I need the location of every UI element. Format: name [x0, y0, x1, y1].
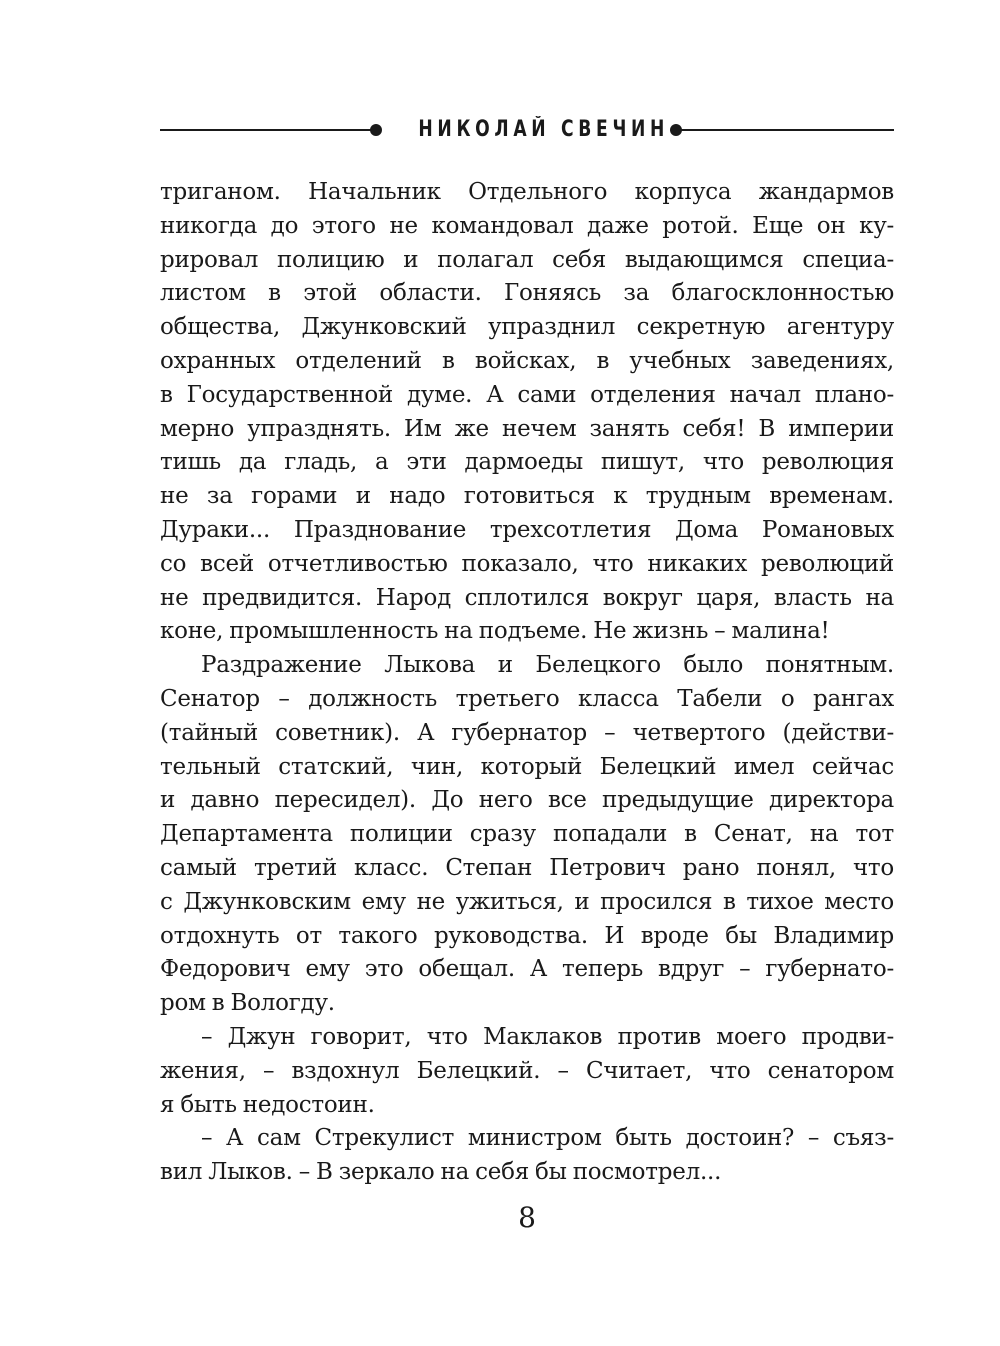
text-line: не предвидится. Народ сплотился вокруг царя, власть на: [160, 584, 894, 611]
text-line: Дураки... Празднование трехсотлетия Дома Романовых: [160, 516, 894, 543]
body-text: [160, 176, 894, 1190]
text-line: Раздражение Лыкова и Белецкого было понятным.: [201, 652, 894, 679]
text-line: Федорович ему это обещал. А теперь вдруг – губернато-: [160, 956, 894, 983]
text-line: коне, промышленность на подъеме. Не жизнь – малина!: [160, 618, 830, 645]
text-line: общества, Джунковский упразднил секретную агентуру: [160, 314, 894, 341]
text-line: тишь да гладь, а эти дармоеды пишут, что революция: [160, 449, 894, 476]
text-line: отдохнуть от такого руководства. И вроде бы Владимир: [160, 922, 894, 949]
text-line: охранных отделений в войсках, в учебных заведениях,: [160, 347, 894, 374]
text-line: (тайный советник). А губернатор – четвертого (действи-: [160, 719, 894, 746]
text-line: и давно пересидел). До него все предыдущие директора: [160, 787, 894, 814]
text-line: триганом. Начальник Отдельного корпуса жандармов: [160, 179, 894, 205]
text-line: я быть недостоин.: [160, 1091, 375, 1118]
text-line: не за горами и надо готовиться к трудным временам.: [160, 483, 894, 510]
text-line: в Государственной думе. А сами отделения начал плано-: [160, 381, 894, 408]
page-number: 8: [518, 1201, 536, 1234]
text-line: мерно упразднять. Им же нечем занять себя! В империи: [160, 415, 894, 442]
text-line: жения, – вздохнул Белецкий. – Считает, что сенатором: [160, 1057, 894, 1084]
running-header: [160, 112, 894, 148]
text-line: – Джун говорит, что Маклаков против моего продви-: [201, 1023, 894, 1050]
text-line: со всей отчетливостью показало, что никаких революций: [160, 550, 894, 577]
text-line: с Джунковским ему не ужиться, и просился в тихое место: [160, 888, 894, 915]
text-line: – А сам Стрекулист министром быть достоин? – съяз-: [201, 1125, 894, 1152]
text-line: вил Лыков. – В зеркало на себя бы посмотрел...: [160, 1159, 722, 1186]
header-rule-right: [680, 129, 894, 131]
text-line: ром в Вологду.: [160, 990, 335, 1017]
text-line: листом в этой области. Гоняясь за благосклонностью: [160, 280, 894, 307]
header-bullet-left: [370, 124, 382, 136]
text-line: Департамента полиции сразу попадали в Сенат, на тот: [160, 821, 894, 848]
text-line: Сенатор – должность третьего класса Табели о рангах: [160, 685, 894, 712]
text-line: никогда до этого не командовал даже ротой. Еще он ку-: [160, 212, 894, 239]
text-line: тельный статский, чин, который Белецкий имел сейчас: [160, 753, 894, 780]
text-line: самый третий класс. Степан Петрович рано понял, что: [160, 854, 894, 881]
text-line: рировал полицию и полагал себя выдающимся специа-: [160, 246, 894, 273]
header-author-name: НИКОЛАЙ СВЕЧИН: [418, 117, 670, 142]
header-rule-left: [160, 129, 372, 131]
